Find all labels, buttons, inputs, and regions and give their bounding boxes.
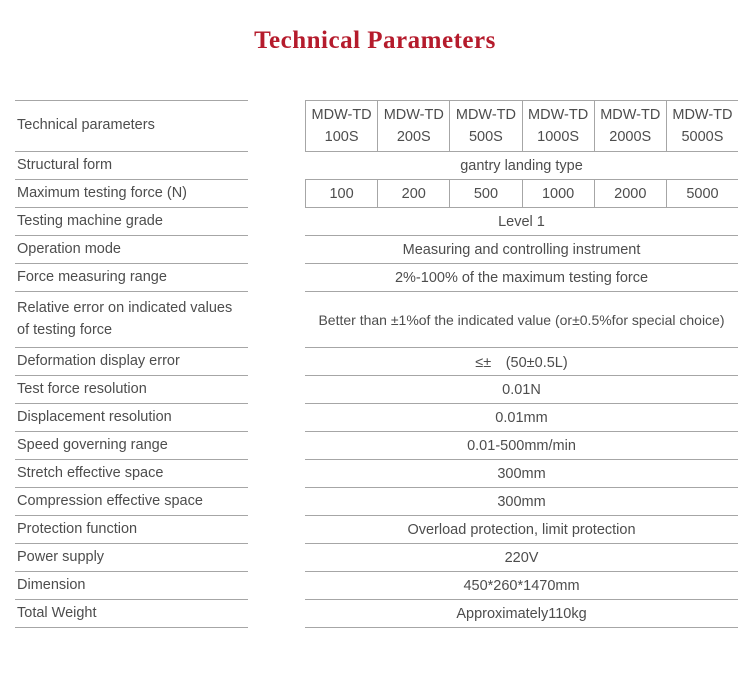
- spanned-value: gantry landing type: [460, 157, 583, 174]
- row-values: [305, 376, 738, 404]
- column-gap: [248, 404, 305, 432]
- row-values: [305, 152, 738, 180]
- row-values: [305, 292, 738, 348]
- column-gap: [248, 432, 305, 460]
- row-label: Testing machine grade: [15, 208, 248, 236]
- table-row: [15, 572, 738, 600]
- row-label: Speed governing range: [15, 432, 248, 460]
- column-gap: [248, 460, 305, 488]
- table-row: [15, 376, 738, 404]
- model-series-label: MDW-TD: [383, 107, 444, 123]
- row-values: [305, 180, 738, 208]
- spanned-value: Level 1: [498, 213, 545, 230]
- model-header-cell: [305, 101, 377, 151]
- model-series-label: MDW-TD: [600, 107, 661, 123]
- row-values: [305, 572, 738, 600]
- row-values: [305, 432, 738, 460]
- spanned-value: 0.01N: [502, 381, 541, 398]
- row-label: Dimension: [15, 572, 248, 600]
- column-gap: [248, 292, 305, 348]
- column-gap: [248, 348, 305, 376]
- model-series-label: MDW-TD: [672, 107, 733, 123]
- value-cell: 2000: [594, 180, 666, 207]
- spanned-value: 300mm: [497, 465, 546, 482]
- table-row: [15, 292, 738, 348]
- column-gap: [248, 180, 305, 208]
- spanned-value: Measuring and controlling instrument: [402, 241, 641, 258]
- row-values: [305, 348, 738, 376]
- table-row: [15, 488, 738, 516]
- row-label: Stretch effective space: [15, 460, 248, 488]
- spanned-value: 450*260*1470mm: [463, 577, 580, 594]
- row-label: Force measuring range: [15, 264, 248, 292]
- spanned-value: Better than ±1%of the indicated value (or±0.5%for special choice): [318, 311, 725, 328]
- row-values: [305, 264, 738, 292]
- parameters-table: [15, 100, 738, 628]
- model-variant-label: 1000S: [537, 129, 580, 145]
- table-row: [15, 264, 738, 292]
- row-label: Technical parameters: [15, 100, 248, 152]
- model-series-label: MDW-TD: [311, 107, 372, 123]
- row-values: [305, 404, 738, 432]
- table-row: [15, 100, 738, 152]
- column-gap: [248, 516, 305, 544]
- table-row: [15, 600, 738, 628]
- row-label: Structural form: [15, 152, 248, 180]
- row-values: [305, 600, 738, 628]
- model-variant-label: 100S: [324, 129, 359, 145]
- table-row: [15, 432, 738, 460]
- row-values: [305, 544, 738, 572]
- model-header-cell: [594, 101, 666, 151]
- spanned-value: Overload protection, limit protection: [407, 521, 636, 538]
- row-label: Relative error on indicated values of testing force: [15, 292, 248, 348]
- row-label: Operation mode: [15, 236, 248, 264]
- spanned-value: Approximately110kg: [456, 605, 587, 622]
- row-label: Power supply: [15, 544, 248, 572]
- spanned-value: 220V: [504, 549, 539, 566]
- table-row: [15, 152, 738, 180]
- column-gap: [248, 208, 305, 236]
- row-values: [305, 208, 738, 236]
- row-label: Protection function: [15, 516, 248, 544]
- model-header-cell: [666, 101, 738, 151]
- row-label: Maximum testing force (N): [15, 180, 248, 208]
- model-variant-label: 500S: [468, 129, 503, 145]
- value-cell: 1000: [522, 180, 594, 207]
- row-values: [305, 488, 738, 516]
- page: [0, 28, 750, 628]
- spanned-value: 300mm: [497, 493, 546, 510]
- row-values: [305, 100, 738, 152]
- table-row: [15, 208, 738, 236]
- spanned-value: ≤± (50±0.5L): [475, 355, 568, 371]
- row-values: [305, 460, 738, 488]
- column-gap: [248, 544, 305, 572]
- table-row: [15, 460, 738, 488]
- row-label: Compression effective space: [15, 488, 248, 516]
- value-cell: 200: [377, 180, 449, 207]
- page-title: Technical Parameters: [254, 27, 496, 54]
- column-gap: [248, 264, 305, 292]
- model-header-cell: [522, 101, 594, 151]
- model-header-cell: [377, 101, 449, 151]
- value-cell: 100: [305, 180, 377, 207]
- table-row: [15, 180, 738, 208]
- table-row: [15, 348, 738, 376]
- column-gap: [248, 488, 305, 516]
- model-header-cell: [449, 101, 521, 151]
- column-gap: [248, 100, 305, 152]
- column-gap: [248, 152, 305, 180]
- table-row: [15, 236, 738, 264]
- model-series-label: MDW-TD: [455, 107, 516, 123]
- value-cell: 5000: [666, 180, 738, 207]
- model-variant-label: 200S: [396, 129, 431, 145]
- row-label: Total Weight: [15, 600, 248, 628]
- row-values: [305, 236, 738, 264]
- value-cell: 500: [449, 180, 521, 207]
- row-label: Displacement resolution: [15, 404, 248, 432]
- table-row: [15, 516, 738, 544]
- row-label: Test force resolution: [15, 376, 248, 404]
- model-variant-label: 5000S: [681, 129, 724, 145]
- row-label: Deformation display error: [15, 348, 248, 376]
- table-row: [15, 404, 738, 432]
- model-series-label: MDW-TD: [528, 107, 589, 123]
- model-variant-label: 2000S: [609, 129, 652, 145]
- column-gap: [248, 572, 305, 600]
- column-gap: [248, 376, 305, 404]
- row-values: [305, 516, 738, 544]
- table-row: [15, 544, 738, 572]
- spanned-value: 2%-100% of the maximum testing force: [394, 269, 649, 286]
- column-gap: [248, 600, 305, 628]
- spanned-value: 0.01mm: [495, 409, 548, 426]
- column-gap: [248, 236, 305, 264]
- spanned-value: 0.01-500mm/min: [467, 437, 576, 454]
